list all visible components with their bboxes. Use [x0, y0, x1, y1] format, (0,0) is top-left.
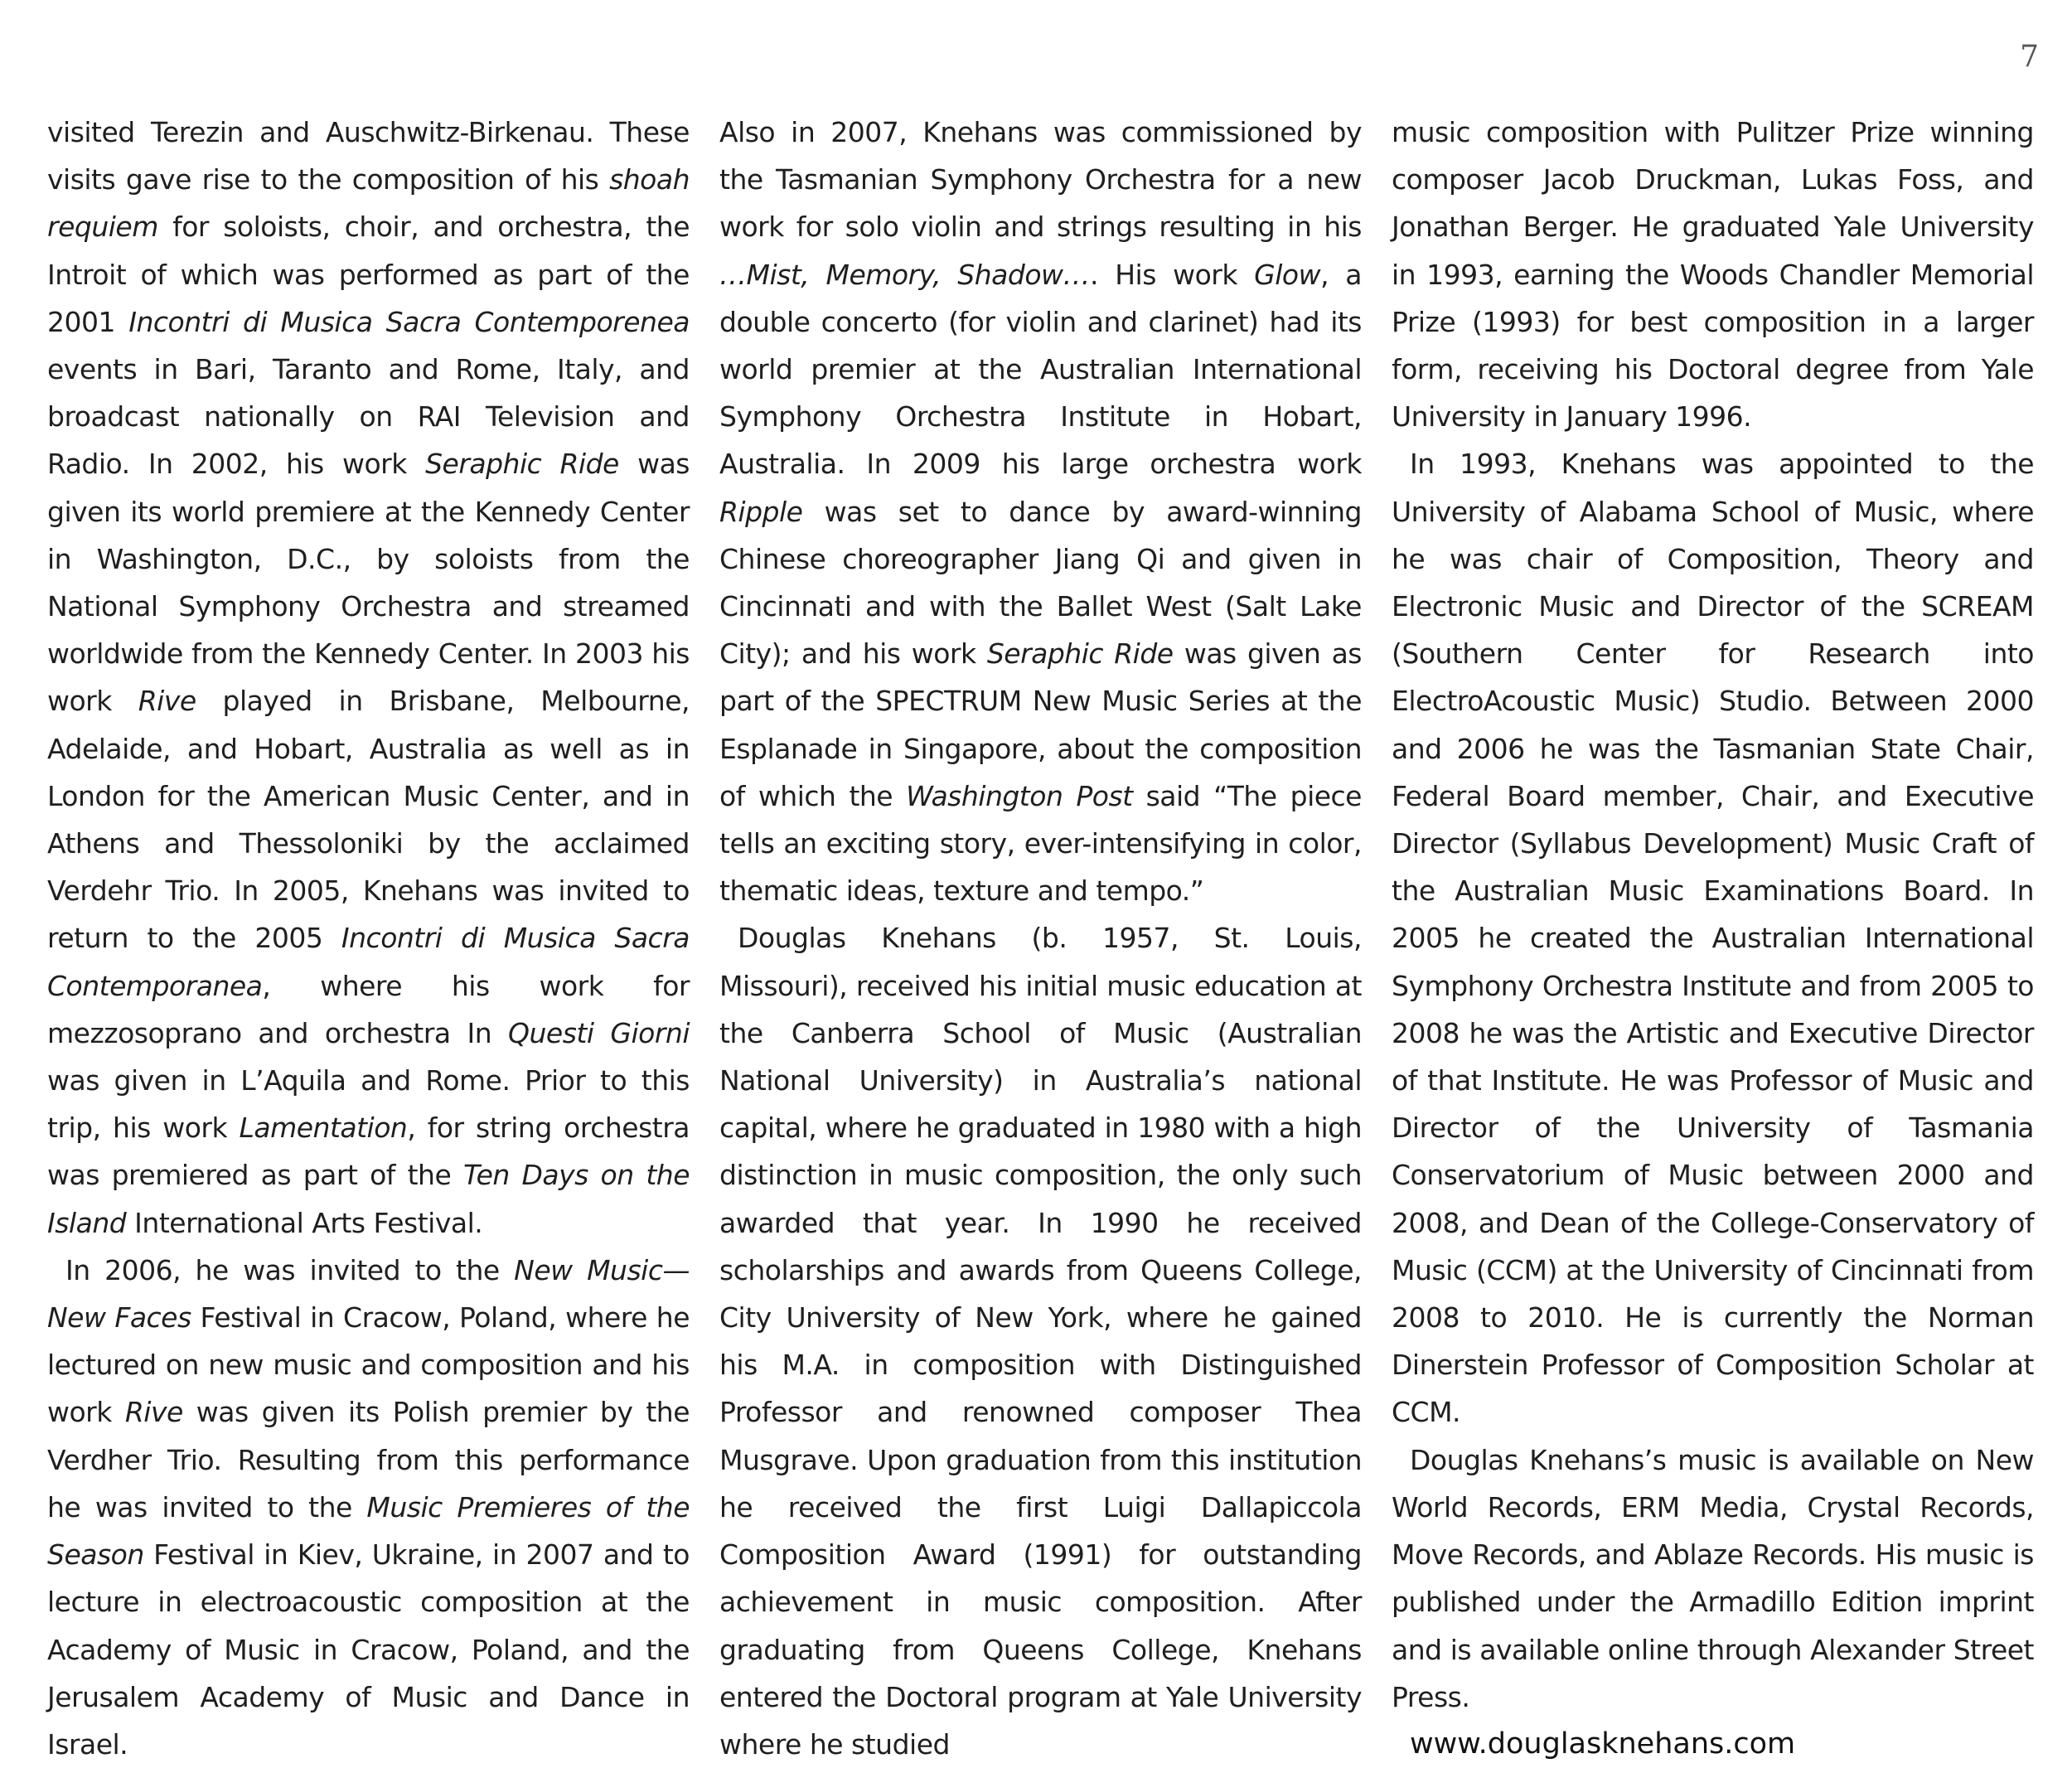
text-run: events in Bari, Taranto and Rome, Italy, and broadcast nationally on RAI Television and Radio. In 2002, his work — [47, 353, 690, 481]
text-run: , for string orchestra was premiered as part of the — [47, 1112, 690, 1192]
text-run: visited Terezin and Auschwitz-Birkenau. These visits gave rise to the composition of his — [47, 116, 690, 196]
text-run: was given as part of the SPECTRUM New Music Series at the Esplanade in Singapore, about the composition of which the — [719, 637, 1362, 812]
text-run: International Arts Festival. — [126, 1206, 483, 1239]
italic-title: Music Premieres of the Season — [47, 1490, 690, 1572]
italic-title: Incontri di Musica Sacra Contemporanea — [47, 922, 690, 1002]
italic-title: New Music—New Faces — [47, 1253, 690, 1334]
italic-title: Seraphic Ride — [425, 448, 619, 481]
italic-title: Questi Giorni — [508, 1016, 690, 1049]
italic-title: Rive — [138, 685, 196, 718]
text-run: said “The piece tells an exciting story, ever-intensifying in color, thematic ideas, texture and tempo.” — [719, 779, 1362, 908]
paragraph — [1392, 440, 2034, 1436]
text-run: , where his work for mezzosoprano and orchestra In — [47, 969, 690, 1049]
text-column-1 — [47, 109, 690, 1768]
paragraph — [1392, 109, 2034, 440]
text-run: Festival in Kiev, Ukraine, in 2007 and to lecture in electroacoustic composition at the Academy of Music in Cracow, Poland, and the Jerusalem Academy of Music and Dance in Israel. — [47, 1538, 690, 1761]
text-run: was given its world premiere at the Kennedy Center in Washington, D.C., by soloists from the National Symphony Orchestra and streamed worldwide from the Kennedy Center. In 2003 his work — [47, 448, 690, 718]
text-run: for soloists, choir, and orchestra, the Introit of which was performed as part of the 2001 — [47, 211, 690, 338]
italic-title: Lamentation — [239, 1112, 408, 1145]
paragraph — [719, 914, 1362, 1768]
italic-title: Washington Post — [906, 779, 1133, 812]
italic-title: Rive — [124, 1396, 183, 1429]
italic-title: …Mist, Memory, Shadow… — [719, 258, 1091, 291]
text-run: was given its Polish premier by the Verdher Trio. Resulting from this performance he was invited to the — [47, 1396, 690, 1523]
italic-title: Ripple — [719, 495, 803, 528]
column-3-paragraphs — [1392, 109, 2034, 1721]
italic-title: Ten Days on the Island — [47, 1159, 690, 1239]
italic-title: Glow — [1254, 258, 1321, 291]
text-run: was given in L’Aquila and Rome. Prior to this trip, his work — [47, 1064, 690, 1145]
italic-title: shoah requiem — [47, 163, 690, 244]
text-run: Douglas Knehans (b. 1957, St. Louis, Missouri), received his initial music education at the Canberra School of Music (Australian National University) in Australia’s national capital, where he graduated in 1980 with a high distinction in music composition, the only such awarded that year. In 1990 he received scholarships and awards from Queens College, City University of New York, where he gained his M.A. in composition with Distinguished Professor and renowned composer Thea Musgrave. Upon graduation from this institution he received the first Luigi Dallapiccola Composition Award (1991) for outstanding achievement in music composition. After graduating from Queens College, Knehans entered the Doctoral program at Yale University where he studied — [719, 922, 1362, 1761]
text-run: played in Brisbane, Melbourne, Adelaide, and Hobart, Australia as well as in London for the American Music Center, and in Athens and Thessoloniki by the acclaimed Verdehr Trio. In 2005, Knehans was invited to return to the 2005 — [47, 685, 690, 955]
text-column-3 — [1392, 109, 2034, 1768]
text-run: Also in 2007, Knehans was commissioned by the Tasmanian Symphony Orchestra for a new work for solo violin and strings resulting in his — [719, 116, 1362, 244]
text-run: music composition with Pulitzer Prize winning composer Jacob Druckman, Lukas Foss, and Jonathan Berger. He graduated Yale University in 1993, earning the Woods Chandler Memorial Prize (1993) for best composition in a larger form, receiving his Doctoral degree from Yale University in January 1996. — [1392, 116, 2034, 434]
text-run: was set to dance by award-winning Chinese choreographer Jiang Qi and given in Cincinnati and with the Ballet West (Salt Lake City); and his work — [719, 495, 1362, 671]
page-number: 7 — [2020, 40, 2039, 74]
paragraph — [47, 1247, 690, 1768]
italic-title: Seraphic Ride — [986, 637, 1174, 671]
paragraph — [1392, 1436, 2034, 1721]
text-run: , a double concerto (for violin and clarinet) had its world premier at the Australian International Symphony Orchestra Institute in Hobart, Australia. In 2009 his large orchestra work — [719, 258, 1362, 481]
italic-title: Incontri di Musica Sacra Contemporenea — [128, 305, 690, 338]
text-run: In 2006, he was invited to the — [65, 1253, 515, 1286]
paragraph — [47, 109, 690, 1247]
paragraph — [719, 109, 1362, 914]
text-run: Festival in Cracow, Poland, where he lectured on new music and composition and his work — [47, 1301, 690, 1429]
website-url[interactable]: www.douglasknehans.com — [1410, 1727, 1796, 1761]
text-run: . His work — [1090, 258, 1255, 291]
text-column-2 — [719, 109, 1362, 1768]
text-run: In 1993, Knehans was appointed to the University of Alabama School of Music, where he was chair of Composition, Theory and Electronic Music and Director of the SCREAM (Southern Center for Research into ElectroAcoustic Music) Studio. Between 2000 and 2006 he was the Tasmanian State Chair, Federal Board member, Chair, and Executive Director (Syllabus Development) Music Craft of the Australian Music Examinations Board. In 2005 he created the Australian International Symphony Orchestra Institute and from 2005 to 2008 he was the Artistic and Executive Director of that Institute. He was Professor of Music and Director of the University of Tasmania Conservatorium of Music between 2000 and 2008, and Dean of the College-Conservatory of Music (CCM) at the University of Cincinnati from 2008 to 2010. He is currently the Norman Dinerstein Professor of Composition Scholar at CCM. — [1392, 448, 2034, 1429]
text-run: Douglas Knehans’s music is available on New World Records, ERM Media, Crystal Records, Move Records, and Ablaze Records. His music is published under the Armadillo Edition imprint and is available online through Alexander Street Press. — [1392, 1443, 2034, 1713]
